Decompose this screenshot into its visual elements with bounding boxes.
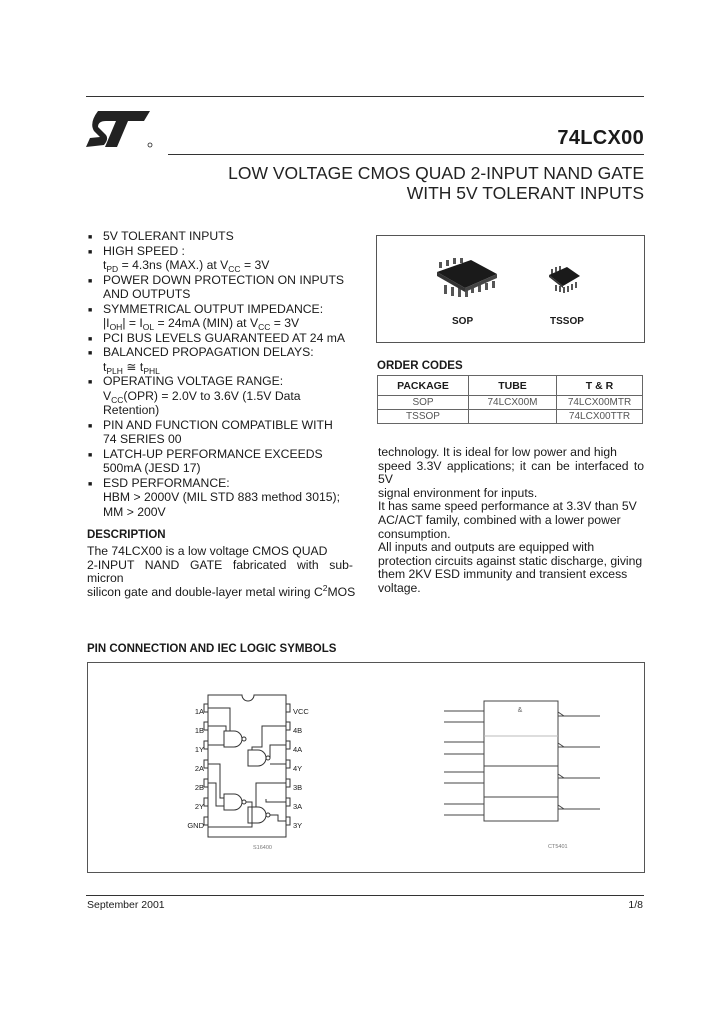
table-cell: 74LCX00M bbox=[469, 396, 557, 410]
svg-text:&: & bbox=[517, 707, 523, 714]
iec-symbol-caption: CT5401 bbox=[548, 844, 568, 850]
pin-label: 2B bbox=[194, 783, 204, 792]
feature-item: ■ PCI BUS LEVELS GUARANTEED AT 24 mA bbox=[88, 330, 346, 345]
page-number: 1/8 bbox=[628, 899, 643, 911]
feature-item: ■ PIN AND FUNCTION COMPATIBLE WITH 74 SERIES 00 bbox=[88, 417, 333, 446]
column-header: TUBE bbox=[469, 376, 557, 396]
feature-item: ■ 5V TOLERANT INPUTS bbox=[88, 229, 234, 243]
pin-label: 4A bbox=[293, 745, 303, 754]
order-codes-table bbox=[377, 375, 643, 424]
title-rule bbox=[168, 154, 644, 155]
column-header: T & R bbox=[557, 376, 643, 396]
table-cell: TSSOP bbox=[378, 410, 469, 424]
table-cell: 74LCX00MTR bbox=[557, 396, 643, 410]
package-box bbox=[376, 235, 645, 343]
tssop-label: TSSOP bbox=[550, 316, 584, 327]
tssop-package-image bbox=[547, 264, 581, 294]
pin-label: 1A bbox=[194, 707, 204, 716]
part-number: 74LCX00 bbox=[557, 127, 644, 149]
pin-label: GND bbox=[187, 821, 204, 830]
pin-label: 1Y bbox=[194, 745, 204, 754]
table-cell bbox=[469, 410, 557, 424]
description-right: technology. It is ideal for low power and high speed 3.3V applications; it can be interfaced to 5V signal environment for inputs. It has same speed performance at 3.3V than 5V AC/ACT family, combined with a lower power consumption. All inputs and outputs are equipped with protection circuits against static discharge, giving them 2KV ESD immunity and transient excess voltage. bbox=[378, 445, 644, 595]
pin-label: 2A bbox=[194, 764, 204, 773]
feature-item: ■ POWER DOWN PROTECTION ON INPUTS AND OUTPUTS bbox=[88, 272, 345, 301]
feature-item: ■ OPERATING VOLTAGE RANGE: $V_{CC}(OPR) = 2.0V$ to 3.6V (1.5V Data Retention) bbox=[88, 374, 301, 417]
feature-list bbox=[88, 229, 360, 519]
title-line-1: LOW VOLTAGE CMOS QUAD 2-INPUT NAND GATE bbox=[228, 163, 644, 183]
table-row bbox=[378, 410, 643, 424]
footer-date: September 2001 bbox=[87, 899, 165, 911]
table-header-row bbox=[378, 376, 643, 396]
feature-item: ■ HIGH SPEED : $t_{PD} = 4.3ns$ (MAX.) at $V_{CC} = 3V$ bbox=[88, 243, 270, 274]
footer-rule bbox=[86, 895, 644, 896]
order-codes-heading: ORDER CODES bbox=[377, 360, 463, 372]
pin-diagram-caption: S16400 bbox=[253, 845, 272, 851]
feature-item: ■ SYMMETRICAL OUTPUT IMPEDANCE: $|I_{OH}| = I_{OL} = 24mA$ (MIN) at $V_{CC} = 3V$ bbox=[88, 301, 324, 332]
pin-label: VCC bbox=[293, 707, 309, 716]
title-line-2: WITH 5V TOLERANT INPUTS bbox=[406, 183, 644, 203]
pin-label: 3A bbox=[293, 802, 303, 811]
pin-label: 4B bbox=[293, 726, 303, 735]
pin-label: 1B bbox=[194, 726, 204, 735]
figure-heading: PIN CONNECTION AND IEC LOGIC SYMBOLS bbox=[87, 643, 337, 655]
sop-label: SOP bbox=[452, 316, 474, 327]
description-left: The 74LCX00 is a low voltage CMOS QUAD 2-INPUT NAND GATE fabricated with sub-micron silicon gate and double-layer metal wiring $C^2MOS$ bbox=[87, 544, 356, 599]
sop-package-image bbox=[435, 258, 499, 298]
table-cell: 74LCX00TTR bbox=[557, 410, 643, 424]
column-header: PACKAGE bbox=[378, 376, 469, 396]
feature-item: ■ BALANCED PROPAGATION DELAYS: $t_{PLH}$ ≅ $t_{PHL}$ bbox=[88, 345, 314, 376]
st-logo bbox=[84, 107, 154, 149]
top-rule bbox=[86, 96, 644, 97]
pin-label: 3Y bbox=[293, 821, 303, 830]
table-row bbox=[378, 396, 643, 410]
description-heading: DESCRIPTION bbox=[87, 529, 166, 541]
right-pin-labels bbox=[293, 702, 309, 835]
figure-box bbox=[87, 662, 645, 873]
left-pin-labels bbox=[184, 702, 204, 835]
pin-label: 2Y bbox=[194, 802, 204, 811]
pin-label: 3B bbox=[293, 783, 303, 792]
pin-label: 4Y bbox=[293, 764, 303, 773]
feature-item: ■ LATCH-UP PERFORMANCE EXCEEDS 500mA (JESD 17) bbox=[88, 446, 323, 475]
iec-logic-symbol bbox=[440, 699, 610, 829]
table-cell: SOP bbox=[378, 396, 469, 410]
feature-item: ■ ESD PERFORMANCE: HBM > 2000V (MIL STD 883 method 3015); MM > 200V bbox=[88, 475, 340, 519]
